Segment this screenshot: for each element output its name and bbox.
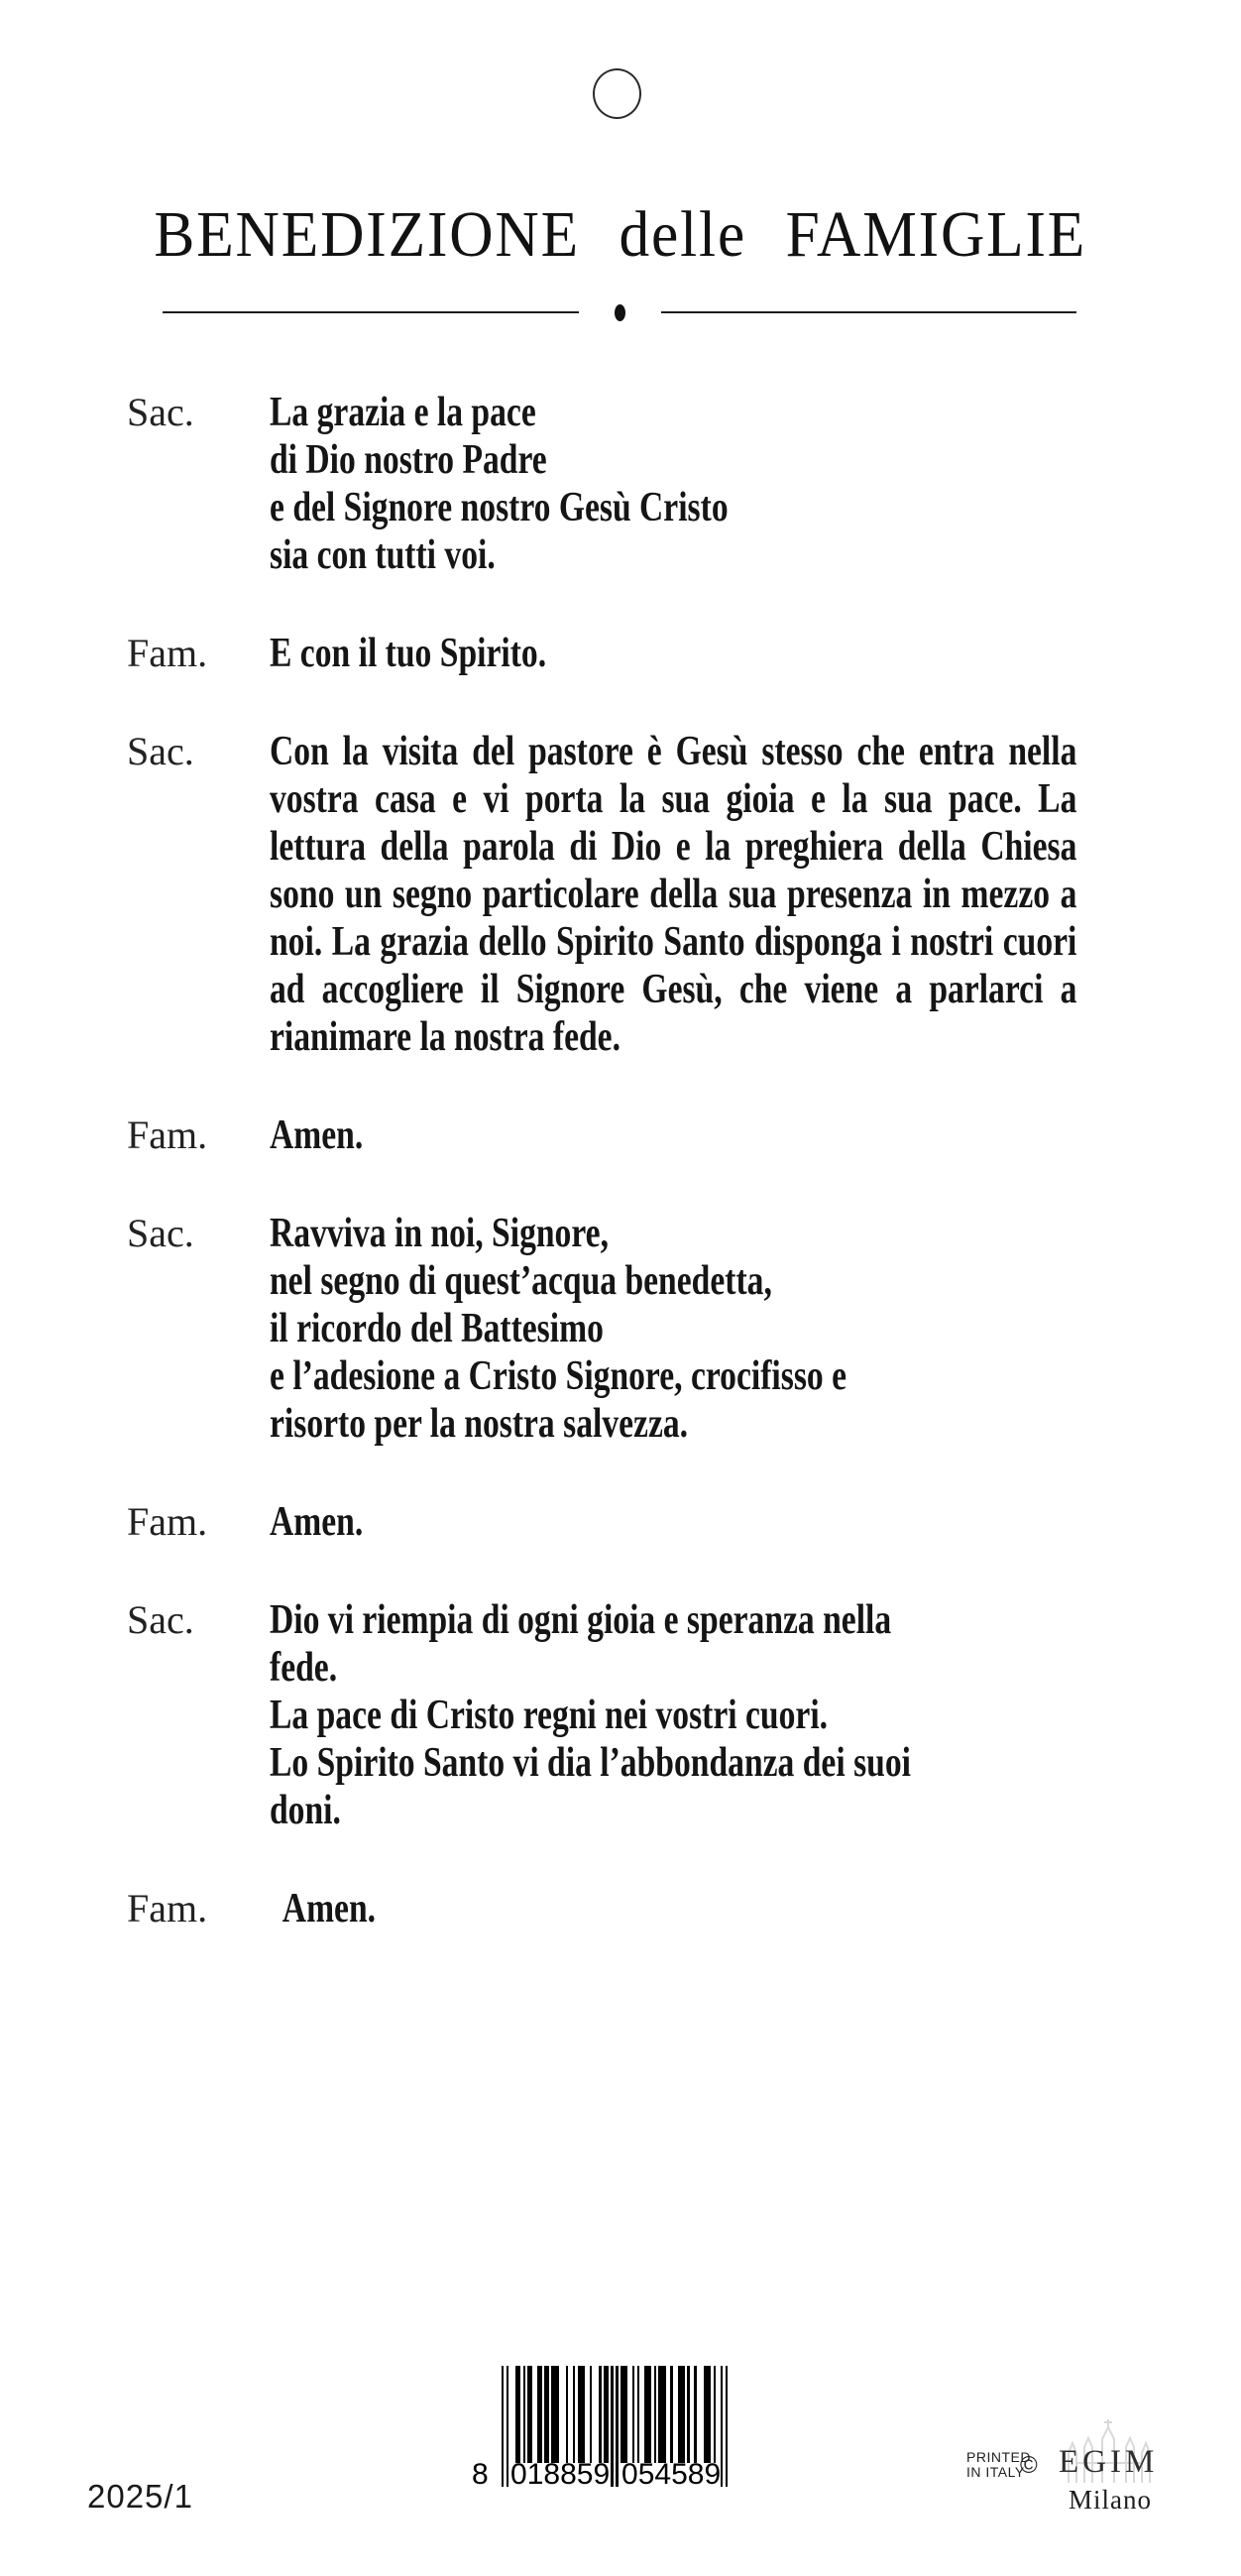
dialogue-block [127,389,1076,579]
barcode-bar [694,2366,696,2463]
dialogue-line: sia con tutti voi. [270,532,496,578]
barcode-bar [544,2366,549,2463]
barcode-bar [507,2366,508,2487]
barcode-digits-right [621,2460,721,2490]
dialogue-line: La grazia e la pace [270,390,536,435]
barcode-bar [678,2366,685,2463]
speaker-label: Sac. [127,729,194,773]
barcode-bar [537,2366,542,2463]
dialogue-line: risorto per la nostra salvezza. [270,1401,689,1447]
dialogue-block [127,1498,1076,1546]
dialogue-block [127,1596,1076,1834]
speaker-label: Fam. [127,1112,208,1157]
dialogue-line: e del Signore nostro Gesù Cristo [270,485,729,530]
dialogue [127,389,1076,1983]
dialogue-line: E con il tuo Spirito. [270,631,547,676]
dialogue-line: il ricordo del Battesimo [270,1306,604,1351]
barcode-bar [726,2366,728,2487]
printed-line2: IN ITALY [966,2464,1025,2480]
dialogue-block [127,1112,1076,1159]
dialogue-line: di Dio nostro Padre [270,437,547,483]
barcode-bar [721,2366,723,2487]
punch-hole [593,68,641,119]
barcode-digit: 8 [687,2458,705,2491]
dialogue-line: Amen. [282,1886,377,1932]
dialogue-line: Amen. [270,1112,364,1158]
dialogue-text [270,1112,1076,1159]
barcode-digit: 4 [654,2458,672,2491]
barcode-bar [578,2366,585,2463]
dialogue-textcell [270,1885,1076,1932]
speaker-label: Fam. [127,1499,208,1544]
barcode-bar [620,2366,627,2463]
dialogue-block [127,728,1076,1061]
page-title: BENEDIZIONE delle FAMIGLIE [154,198,1087,271]
copyright-icon: © [1020,2452,1038,2479]
barcode-bar [616,2366,618,2487]
barcode-digit: 9 [704,2458,722,2491]
barcode-digit: 1 [526,2458,544,2491]
dialogue-textcell [270,630,1076,677]
dialogue-line: Amen. [270,1499,364,1545]
barcode-bar [704,2366,711,2463]
barcode-digits-left [510,2460,610,2490]
barcode-digit: 0 [510,2458,527,2491]
barcode-digit: 5 [671,2458,688,2491]
egim-logo: EGIM [1059,2444,1159,2480]
speaker-label: Fam. [127,1886,208,1931]
barcode-digit-first: 8 [472,2458,489,2491]
barcode-bar [599,2366,601,2463]
barcode-bar [590,2366,592,2463]
title-divider [163,302,1076,322]
dialogue-text [270,728,1076,1061]
dialogue-textcell [270,389,1076,579]
dialogue-textcell [270,1596,1076,1834]
barcode-digit: 0 [621,2458,638,2491]
dialogue-text [270,1596,1076,1834]
barcode-digit: 5 [576,2458,594,2491]
barcode-bar [502,2366,504,2487]
barcode-digit: 8 [543,2458,561,2491]
dialogue-block [127,1885,1076,1932]
barcode [472,2366,728,2500]
barcode-bar [611,2366,613,2487]
dialogue-line: nel segno di quest’acqua benedetta, [270,1258,772,1304]
dialogue-text [270,1498,1076,1546]
dialogue-text [270,630,1076,677]
divider-line-left [163,311,579,313]
dialogue-line: Lo Spirito Santo vi dia l’abbondanza dei suoi [270,1740,911,1786]
barcode-bar [527,2366,532,2463]
barcode-bar [670,2366,672,2463]
barcode-bar [637,2366,639,2463]
dialogue-line: e l’adesione a Cristo Signore, crocifisso e [270,1353,847,1399]
barcode-bar [523,2366,525,2463]
dialogue-line: Con la visita del pastore è Gesù stesso che entra nella vostra casa e vi porta la sua gioia e la sua pace. La lettura della parola di Dio e la preghiera della Chiesa sono un segno particolare della sua presenza in mezzo a noi. La grazia dello Spirito Santo disponga i nostri cuori ad accogliere il Signore Gesù, che viene a parlarci a rianimare la nostra fede. [270,729,1077,1060]
dialogue-text [270,1885,1089,1932]
title-row [0,199,1241,272]
speaker-label: Sac. [127,1211,194,1255]
speaker-label: Sac. [127,390,194,434]
dialogue-block [127,630,1076,677]
dialogue-text [270,389,1076,579]
dialogue-textcell [270,1210,1076,1448]
dialogue-block [127,1210,1076,1448]
milano-label: Milano [1069,2485,1152,2515]
barcode-digit: 9 [593,2458,611,2491]
dialogue-textcell [270,1498,1076,1546]
barcode-digit: 8 [560,2458,577,2491]
dialogue-text [270,1210,1076,1448]
dialogue-line: doni. [270,1788,341,1833]
barcode-bar [687,2366,689,2463]
barcode-digit: 5 [637,2458,655,2491]
dialogue-textcell [270,1112,1076,1159]
barcode-bar [604,2366,609,2463]
barcode-bar [654,2366,656,2463]
barcode-bar [644,2366,651,2463]
edition-code: 2025/1 [87,2478,193,2515]
barcode-bar [714,2366,716,2463]
divider-dot [615,304,625,321]
speaker-label: Fam. [127,631,208,675]
speaker-label: Sac. [127,1597,194,1642]
printed-line1: PRINTED [966,2449,1031,2465]
dialogue-line: La pace di Cristo regni nei vostri cuori. [270,1693,829,1738]
barcode-bar [551,2366,558,2463]
dialogue-textcell [270,728,1076,1061]
divider-line-right [661,311,1077,313]
barcode-bar [573,2366,575,2463]
dialogue-line: Ravviva in noi, Signore, [270,1211,609,1256]
barcode-bar [566,2366,568,2463]
barcode-bar [658,2366,665,2463]
barcode-bar [515,2366,520,2463]
barcode-bar [632,2366,634,2463]
dialogue-line: Dio vi riempia di ogni gioia e speranza nella [270,1597,892,1643]
dialogue-line: fede. [270,1645,338,1691]
